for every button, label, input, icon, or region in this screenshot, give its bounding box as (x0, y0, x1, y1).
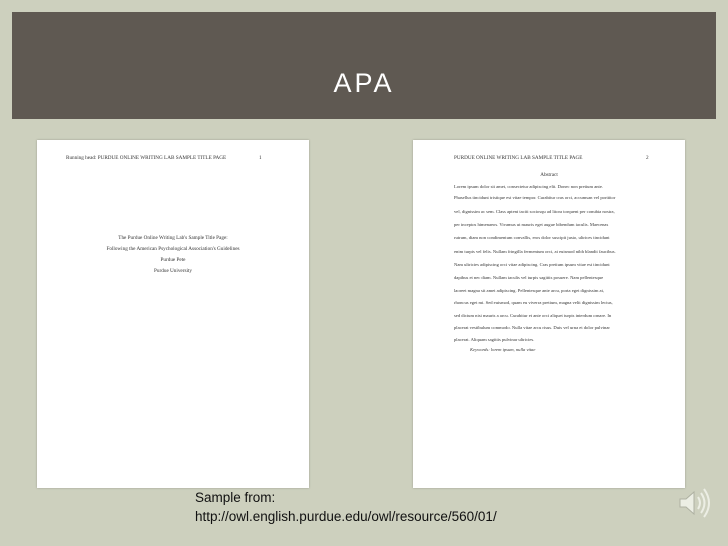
abstract-line: per inceptos himenaeos. Vivamus ut mauris eget augue bibendum iaculis. Maecenas (454, 222, 609, 227)
abstract-line: sed dictum nisi mauris a arcu. Curabitur et ante orci aliquet turpis interdum ornare. In (454, 313, 612, 318)
abstract-line: Nam ultricies adipiscing orci vitae adipiscing. Cras pretium ipsum vitae est tincidunt (454, 262, 610, 267)
source-caption (195, 488, 497, 526)
speaker-icon[interactable] (672, 477, 716, 529)
abstract-line: rutrum, diam non condimentum convallis, eros dolor suscipit justo, ultrices tincidunt (454, 235, 610, 240)
abstract-line: placerat. Aliquam sagittis pulvinar ultricies. (454, 337, 535, 342)
author-name: Purdue Pete (160, 257, 186, 263)
abstract-line: Lorem ipsum dolor sit amet, consectetur adipiscing elit. Donec non pretium ante. (454, 184, 604, 189)
paper-title: The Purdue Online Writing Lab's Sample Title Page: (118, 235, 228, 241)
abstract-line: enim turpis vel felis. Nullam fringilla fermentum orci, at euismod nibh blandit faucibus. (454, 249, 616, 254)
abstract-line: Phasellus tincidunt tristique est vitae tempor. Curabitur cras orci, accumsan vel porttitor (454, 195, 616, 200)
source-url[interactable]: http://owl.english.purdue.edu/owl/resource/560/01/ (195, 509, 497, 524)
running-head: PURDUE ONLINE WRITING LAB SAMPLE TITLE PAGE (454, 155, 583, 161)
running-head: Running head: PURDUE ONLINE WRITING LAB SAMPLE TITLE PAGE (66, 155, 227, 161)
abstract-line: vel, dignissim ac sem. Class aptent taciti sociosqu ad litora torquent per conubia nostra, (454, 209, 615, 214)
abstract-line: dapibus et nec diam. Nullam iaculis vel turpis sagittis posuere. Nam pellentesque (454, 275, 604, 280)
title-bar (12, 12, 716, 119)
page-number: 2 (646, 155, 649, 161)
sample-title-page (37, 140, 309, 488)
keywords: Keywords: lorem ipsum, nulla vitae (470, 347, 536, 352)
abstract-heading: Abstract (540, 172, 558, 178)
page-number: 1 (259, 155, 262, 161)
abstract-line: placerat vestibulum commodo. Nulla vitae arcu risus. Duis vel urna et dolor pulvinar (454, 325, 610, 330)
abstract-line: laoreet magna sit amet adipiscing. Pellentesque ante arcu, porta eget dignissim at, (454, 288, 605, 293)
source-label: Sample from: (195, 490, 276, 505)
slide-title: APA (333, 68, 395, 98)
sample-abstract-page (413, 140, 685, 488)
abstract-line: rhoncus eget mi. Sed euismod, quam eu viverra pretium, magna velit dignissim lectus, (454, 300, 613, 305)
institution: Purdue University (154, 268, 192, 274)
paper-subtitle: Following the American Psychological Association's Guidelines (106, 246, 240, 252)
